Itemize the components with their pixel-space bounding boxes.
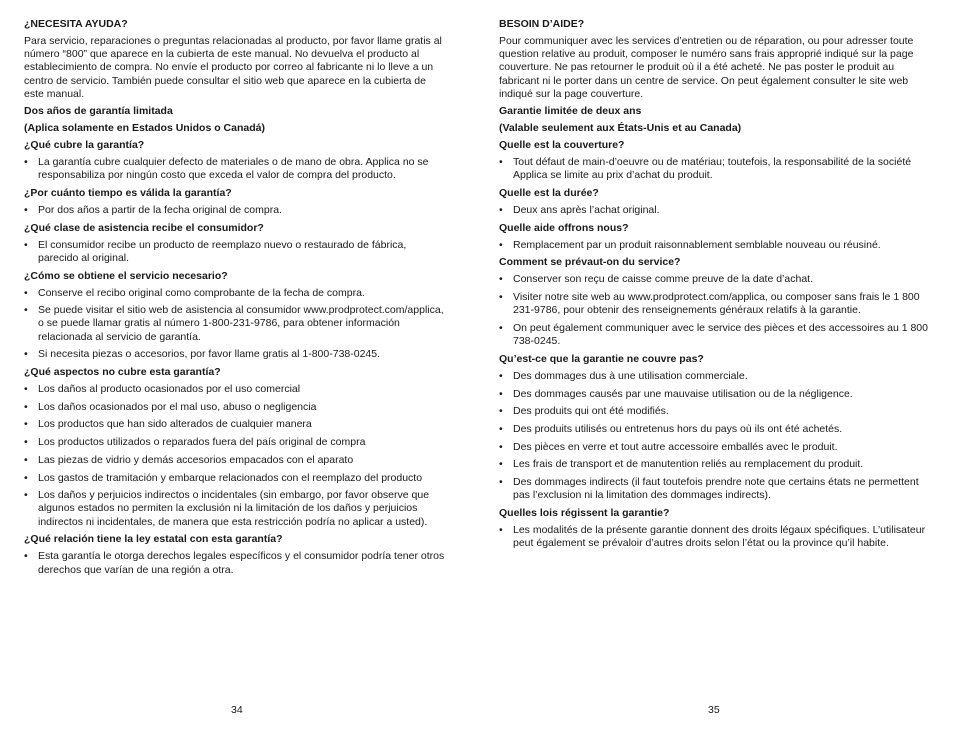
section-list [499, 156, 931, 182]
list-item-text: Esta garantía le otorga derechos legales específicos y el consumidor podría tener otros derechos que varían de una región a otra. [38, 550, 445, 576]
bullet-icon: • [499, 387, 503, 400]
list-item [499, 156, 931, 182]
list-item [499, 273, 931, 286]
list-item-text: Les modalités de la présente garantie donnent des droits légaux spécifiques. L’utilisateur peut également se prévaloir d’autres droits selon l’état ou la province qu’il habite. [513, 523, 926, 550]
bullet-icon: • [24, 383, 28, 396]
list-item [499, 204, 931, 217]
bullet-icon: • [499, 523, 503, 536]
list-item-text: On peut également communiquer avec le service des pièces et des accessoires au 1 800 738-0245. [513, 321, 928, 348]
list-item [499, 423, 931, 436]
bullet-icon: • [499, 369, 503, 382]
section-question: Quelle aide offrons nous? [499, 221, 629, 234]
list-item [24, 401, 448, 414]
bullet-icon: • [24, 418, 28, 431]
page-number: 35 [708, 704, 720, 716]
bullet-icon: • [499, 156, 503, 169]
bullet-icon: • [24, 238, 28, 251]
section-question: Quelle est la durée? [499, 186, 599, 199]
list-item-text: Remplacement par un produit raisonnablement semblable nouveau ou réusiné. [513, 238, 881, 251]
bullet-icon: • [24, 156, 28, 169]
list-item-text: Los productos utilizados o reparados fuera del país original de compra [38, 436, 366, 449]
left-page-spanish [24, 18, 448, 581]
section-list [499, 370, 931, 503]
list-item-text: Les frais de transport et de manutention reliés au remplacement du produit. [513, 458, 864, 471]
list-item [24, 304, 448, 344]
list-item [499, 322, 931, 348]
list-item [499, 388, 931, 401]
list-item-text: Des dommages indirects (il faut toutefois prendre note que certains états ne permettent pas l’exclusion ni la limitation des dommages indirects). [513, 476, 919, 502]
bullet-icon: • [24, 453, 28, 466]
bullet-icon: • [24, 489, 28, 502]
section-list [499, 239, 931, 252]
list-item [24, 204, 448, 217]
list-item [499, 239, 931, 252]
list-item-text: Los daños y perjuicios indirectos o incidentales (sin embargo, por favor observe que algunos estados no permiten la exclusión ni la limitación de los daños y perjuicios indirectos ni incidentales, de manera que esta restricción podría no aplicar a usted). [38, 489, 430, 528]
list-item-text: Los daños al producto ocasionados por el uso comercial [38, 383, 301, 396]
list-item-text: Los daños ocasionados por el mal uso, abuso o negligencia [38, 400, 317, 413]
warranty-sections [499, 139, 931, 550]
bullet-icon: • [499, 238, 503, 251]
list-item [24, 436, 448, 449]
section-question: Quelles lois régissent la garantie? [499, 506, 670, 519]
help-intro: Pour communiquer avec les services d’entretien ou de réparation, ou pour adresser toute question relative au produit, composer le numéro sans frais approprié indiqué sur la page couverture. Ne pas retourner le produit où il a été acheté. Ne pas poster le produit au fabricant ni le porter dans un centre de service. On peut également consulter le site web indiqué sur la page couverture. [499, 35, 914, 100]
section-list [499, 524, 931, 550]
list-item [499, 524, 931, 550]
section-list [24, 239, 448, 265]
bullet-icon: • [24, 203, 28, 216]
warranty-scope: (Aplica solamente en Estados Unidos o Canadá) [24, 122, 265, 135]
list-item [24, 489, 448, 529]
list-item [24, 418, 448, 431]
list-item [499, 405, 931, 418]
section-list [24, 156, 448, 182]
list-item-text: Des dommages dus à une utilisation commerciale. [513, 369, 748, 382]
section-list [24, 383, 448, 529]
list-item-text: Tout défaut de main-d’oeuvre ou de matériau; toutefois, la responsabilité de la société Applica se limite au prix d’achat du produit. [513, 156, 912, 182]
help-intro: Para servicio, reparaciones o preguntas relacionadas al producto, por favor llame gratis al número “800” que aparece en la cubierta de este manual. No devuelva el producto al establecimiento de compra. No envíe el producto por correo al fabricante ni lo lleve a un centro de servicio. También puede consultar el sitio web que aparece en la cubierta de este manual. [24, 35, 442, 100]
section-question: ¿Cómo se obtiene el servicio necesario? [24, 269, 228, 282]
list-item-text: Des produits utilisés ou entretenus hors du pays où ils ont été achetés. [513, 422, 843, 435]
bullet-icon: • [499, 458, 503, 471]
right-page-french [499, 18, 931, 555]
bullet-icon: • [499, 422, 503, 435]
bullet-icon: • [24, 550, 28, 563]
help-heading: ¿NECESITA AYUDA? [24, 18, 128, 30]
bullet-icon: • [499, 476, 503, 489]
bullet-icon: • [24, 436, 28, 449]
list-item-text: Si necesita piezas o accesorios, por favor llame gratis al 1-800-738-0245. [38, 348, 381, 361]
list-item-text: Por dos años a partir de la fecha original de compra. [38, 203, 282, 216]
section-list [24, 287, 448, 362]
warranty-title: Garantie limitée de deux ans [499, 105, 642, 118]
warranty-sections [24, 139, 448, 577]
bullet-icon: • [24, 471, 28, 484]
bullet-icon: • [499, 440, 503, 453]
section-question: Qu’est-ce que la garantie ne couvre pas? [499, 352, 704, 365]
bullet-icon: • [499, 203, 503, 216]
list-item [24, 472, 448, 485]
list-item-text: Des dommages causés par une mauvaise utilisation ou de la négligence. [513, 387, 853, 400]
section-question: Comment se prévaut-on du service? [499, 256, 681, 269]
page-number: 34 [231, 704, 243, 716]
bullet-icon: • [24, 348, 28, 361]
list-item-text: El consumidor recibe un producto de reemplazo nuevo o restaurado de fábrica, parecido al original. [38, 238, 407, 264]
section-question: ¿Por cuánto tiempo es válida la garantía? [24, 186, 232, 199]
help-heading: BESOIN D’AIDE? [499, 18, 585, 30]
list-item [499, 458, 931, 471]
section-question: Quelle est la couverture? [499, 139, 625, 152]
list-item-text: Visiter notre site web au www.prodprotect.com/applica, ou composer sans frais le 1 800 231-9786, pour obtenir des renseignements généraux relatifs à la garantie. [513, 291, 920, 317]
bullet-icon: • [499, 405, 503, 418]
list-item-text: La garantía cubre cualquier defecto de materiales o de mano de obra. Applica no se responsabiliza por ningún costo que exceda el valor de compra del producto. [38, 156, 429, 182]
section-question: ¿Qué cubre la garantía? [24, 139, 145, 152]
list-item [24, 287, 448, 300]
list-item [24, 454, 448, 467]
list-item-text: Conserve el recibo original como comprobante de la fecha de compra. [38, 286, 365, 299]
list-item-text: Conserver son reçu de caisse comme preuve de la date d’achat. [513, 273, 813, 286]
list-item [499, 370, 931, 383]
section-question: ¿Qué clase de asistencia recibe el consumidor? [24, 221, 264, 234]
list-item-text: Se puede visitar el sitio web de asistencia al consumidor www.prodprotect.com/applica, o se puede llamar gratis al número 1-800-231-9786, para obtener información relacionada al servicio de garantía. [38, 304, 444, 343]
list-item [24, 550, 448, 576]
list-item [24, 156, 448, 182]
section-question: ¿Qué relación tiene la ley estatal con esta garantía? [24, 533, 283, 546]
section-list [24, 204, 448, 217]
list-item-text: Las piezas de vidrio y demás accesorios empacados con el aparato [38, 453, 354, 466]
section-question: ¿Qué aspectos no cubre esta garantía? [24, 366, 221, 379]
bullet-icon: • [24, 400, 28, 413]
list-item-text: Des produits qui ont été modifiés. [513, 405, 669, 418]
list-item [499, 291, 931, 317]
list-item-text: Des pièces en verre et tout autre accessoire emballés avec le produit. [513, 440, 838, 453]
list-item-text: Deux ans après l’achat original. [513, 203, 660, 216]
list-item-text: Los gastos de tramitación y embarque relacionados con el reemplazo del producto [38, 471, 423, 484]
list-item [24, 348, 448, 361]
bullet-icon: • [24, 286, 28, 299]
list-item [499, 476, 931, 502]
list-item [499, 441, 931, 454]
list-item [24, 239, 448, 265]
bullet-icon: • [499, 273, 503, 286]
warranty-title: Dos años de garantía limitada [24, 105, 173, 118]
warranty-scope: (Valable seulement aux États-Unis et au Canada) [499, 122, 742, 135]
section-list [24, 550, 448, 576]
list-item [24, 383, 448, 396]
bullet-icon: • [24, 304, 28, 317]
section-list [499, 273, 931, 348]
section-list [499, 204, 931, 217]
bullet-icon: • [499, 291, 503, 304]
list-item-text: Los productos que han sido alterados de cualquier manera [38, 418, 312, 431]
bullet-icon: • [499, 321, 503, 334]
